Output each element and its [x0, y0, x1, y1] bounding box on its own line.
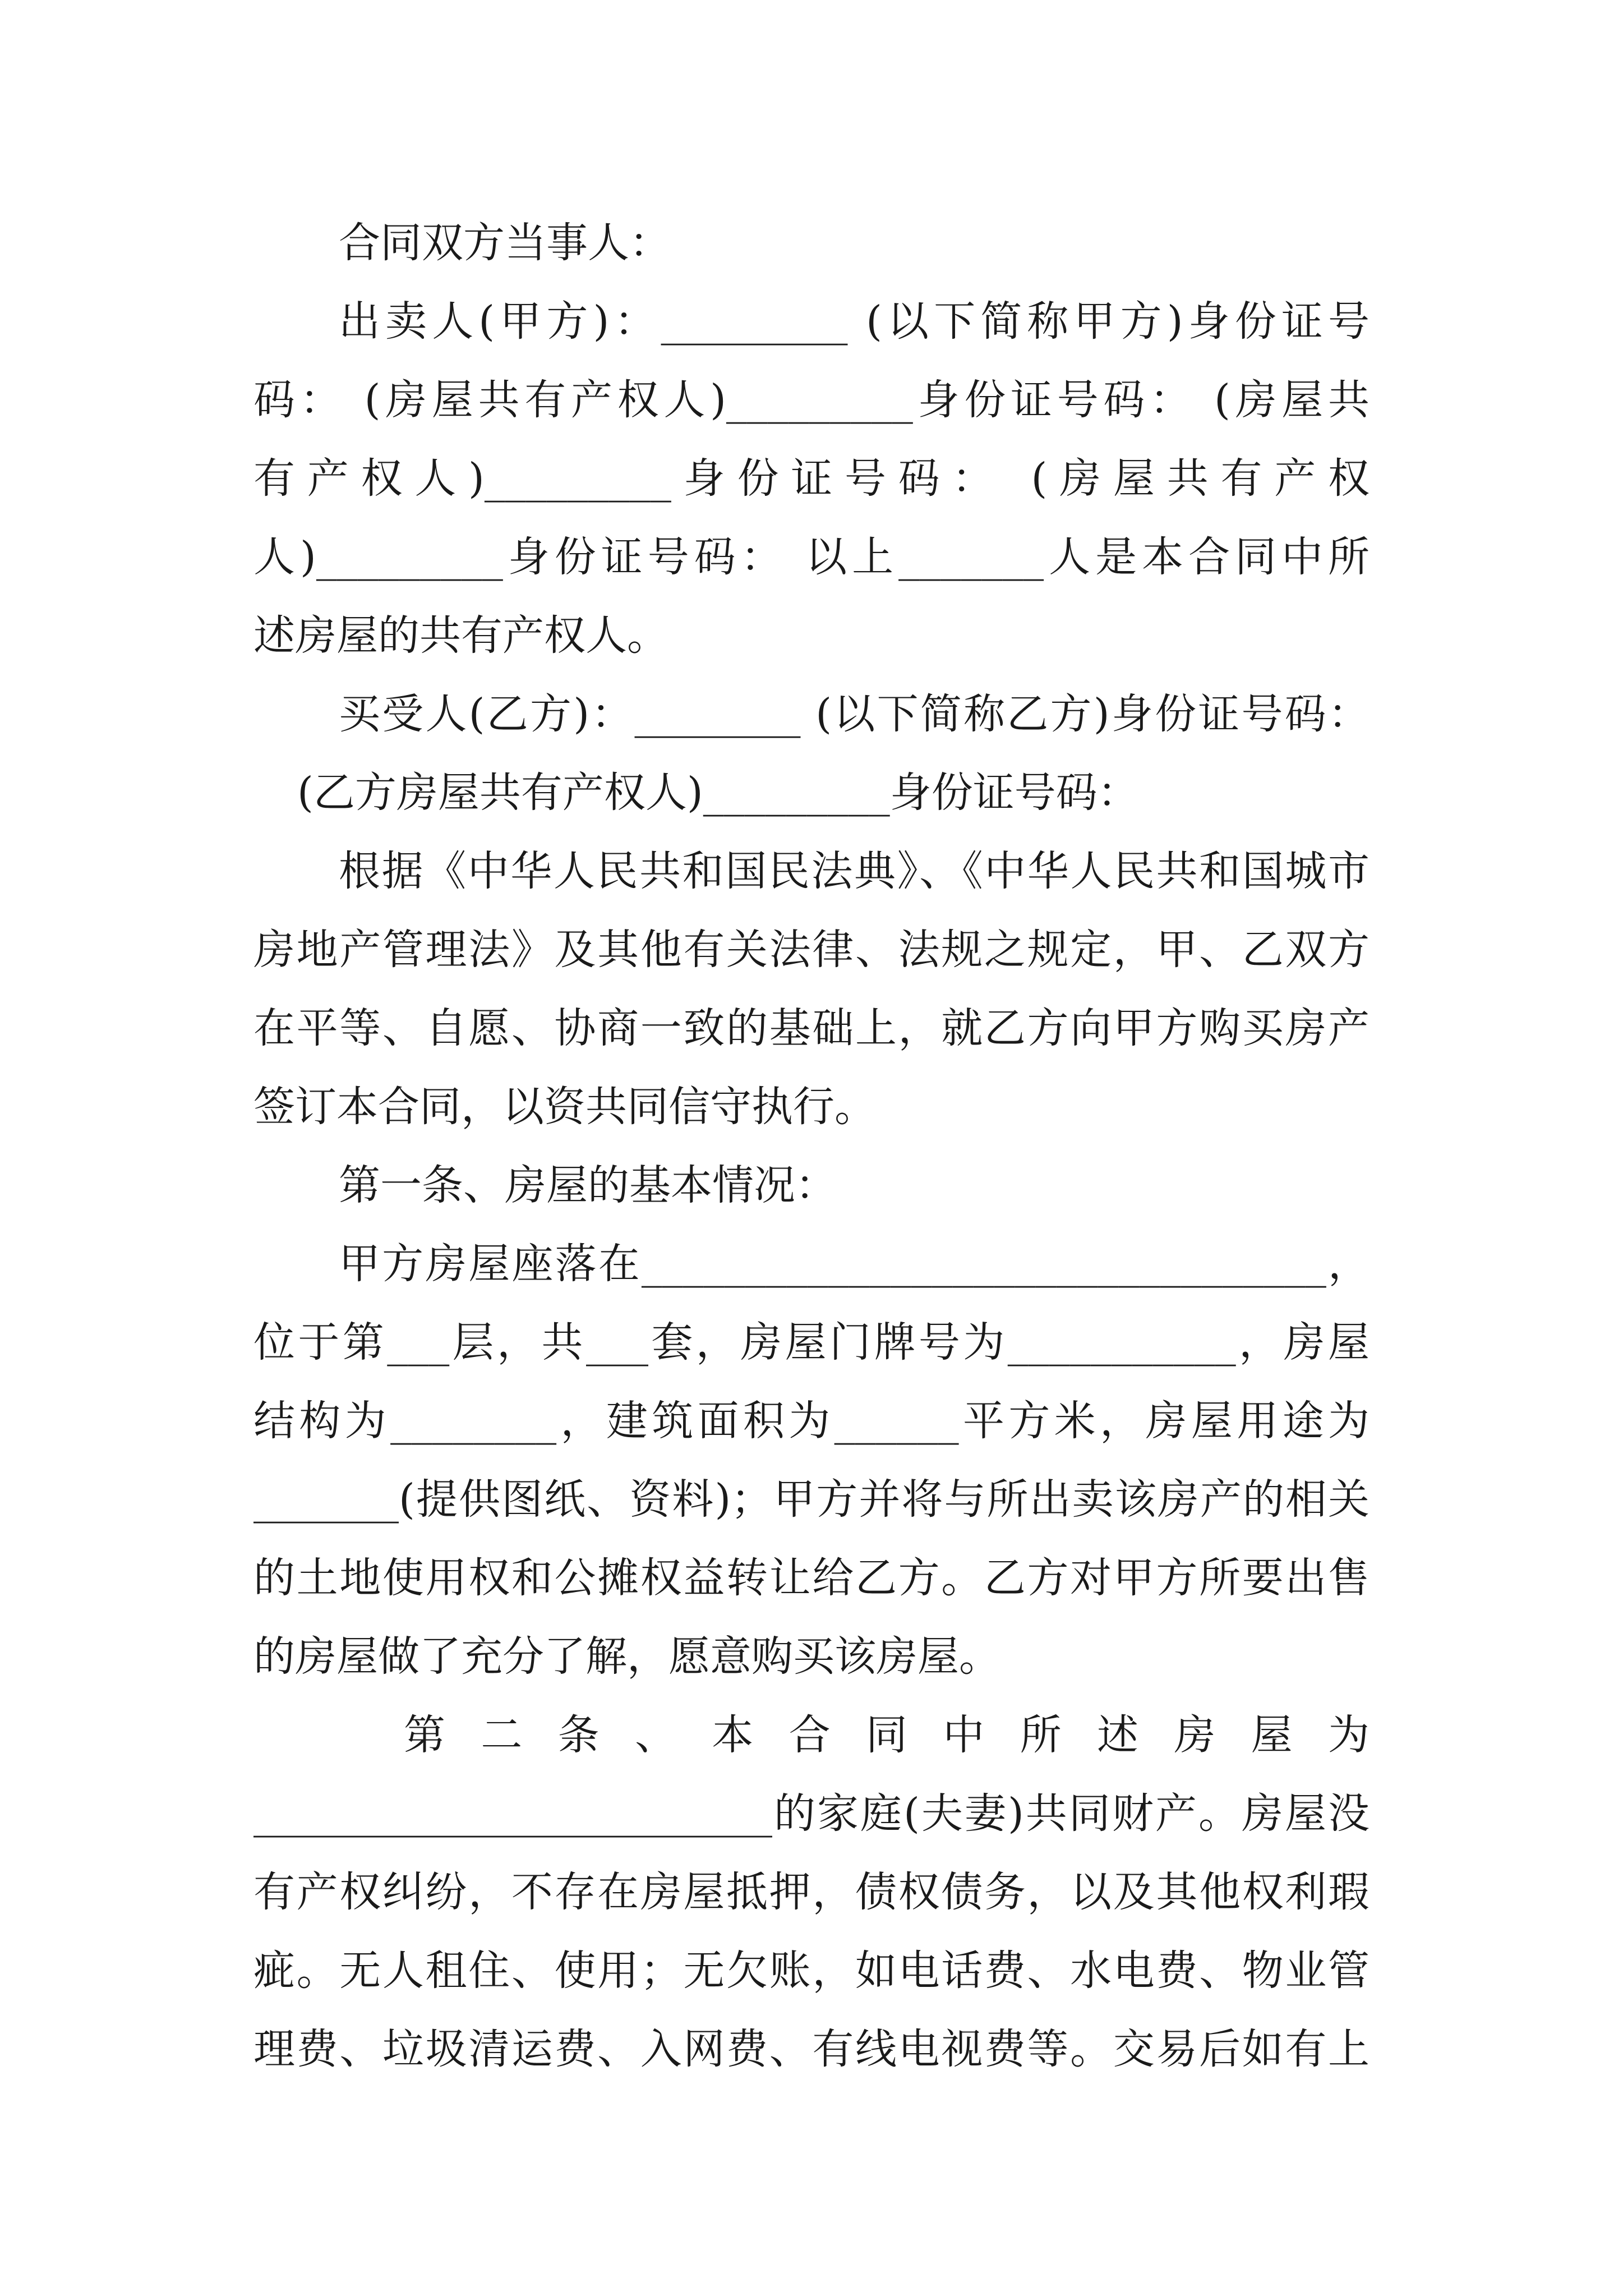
- article-2-line-4: 疵。无人租住、使用；无欠账，如电话费、水电费、物业管: [253, 1947, 1370, 1995]
- article-1-heading: 第一条、房屋的基本情况：: [339, 1161, 837, 1209]
- article-1-line-3: 结构为________，建筑面积为______平方米，房屋用途为: [253, 1397, 1370, 1445]
- seller-line-1: 出卖人(甲方)：_________ (以下简称甲方)身份证号: [339, 297, 1370, 346]
- buyer-line-2: (乙方房屋共有产权人)_________身份证号码：: [297, 769, 1139, 817]
- basis-line-2: 房地产管理法》及其他有关法律、法规之规定，甲、乙双方: [253, 926, 1370, 974]
- seller-line-3: 有产权人)_________身份证号码： (房屋共有产权: [253, 454, 1370, 503]
- article-1-line-5: 的土地使用权和公摊权益转让给乙方。乙方对甲方所要出售: [253, 1554, 1370, 1602]
- basis-line-1: 根据《中华人民共和国民法典》、《中华人民共和国城市: [339, 847, 1370, 895]
- seller-line-2: 码： (房屋共有产权人)_________身份证号码： (房屋共: [253, 376, 1370, 424]
- seller-line-4: 人)_________身份证号码： 以上_______人是本合同中所: [253, 533, 1370, 581]
- article-1-line-1: 甲方房屋座落在_________________________________，: [339, 1240, 1370, 1288]
- seller-line-5: 述房屋的共有产权人。: [253, 611, 668, 660]
- article-1-line-2: 位于第___层，共___套，房屋门牌号为___________，房屋: [253, 1318, 1370, 1366]
- article-1-line-4: _______(提供图纸、资料)；甲方并将与所出卖该房产的相关: [253, 1475, 1370, 1524]
- basis-line-3: 在平等、自愿、协商一致的基础上，就乙方向甲方购买房产: [253, 1004, 1370, 1052]
- basis-line-4: 签订本合同，以资共同信守执行。: [253, 1083, 876, 1131]
- buyer-line-1: 买受人(乙方)：________ (以下简称乙方)身份证号码：: [339, 690, 1370, 738]
- article-2-line-1: 第 二 条 、 本 合 同 中 所 述 房 屋 为: [404, 1711, 1370, 1759]
- article-2-line-3: 有产权纠纷，不存在房屋抵押，债权债务，以及其他权利瑕: [253, 1868, 1370, 1916]
- parties-heading: 合同双方当事人：: [339, 219, 671, 267]
- article-2-line-2: _________________________的家庭(夫妻)共同财产。房屋没: [253, 1789, 1370, 1838]
- article-2-line-5: 理费、垃圾清运费、入网费、有线电视费等。交易后如有上: [253, 2025, 1370, 2073]
- article-1-line-6: 的房屋做了充分了解，愿意购买该房屋。: [253, 1632, 1000, 1681]
